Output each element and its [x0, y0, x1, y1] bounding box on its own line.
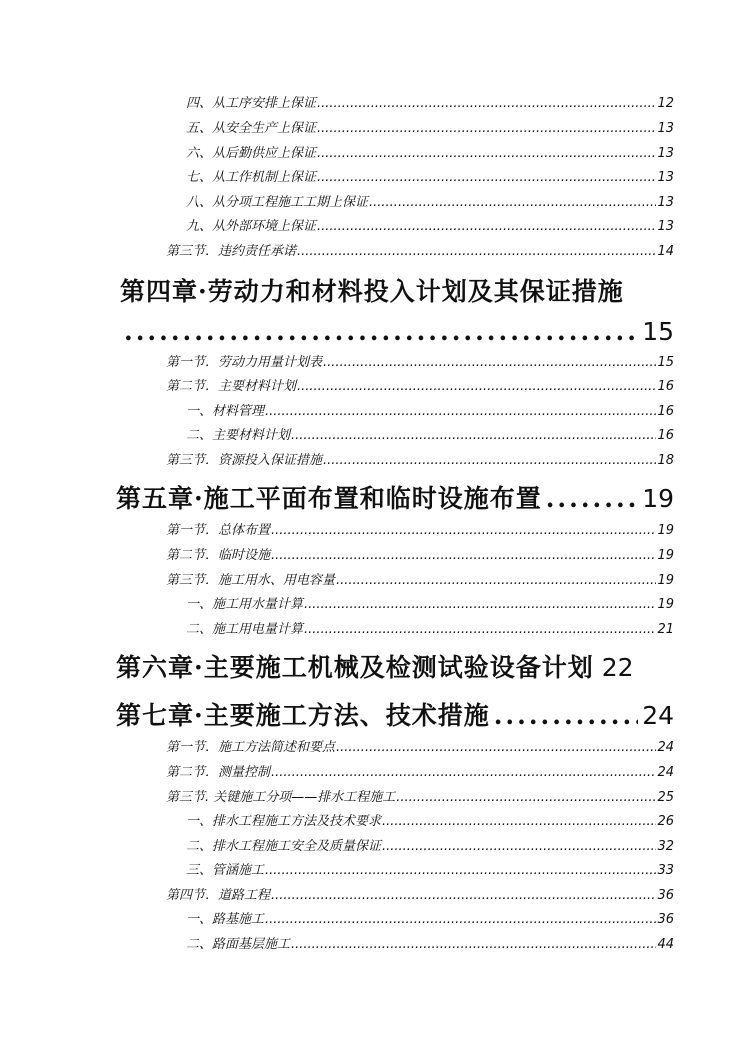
- toc-entry-page: 44: [657, 937, 674, 952]
- chapter-title: 第六章·主要施工机械及检测试验设备计划: [116, 653, 594, 682]
- toc-entry-page: 16: [657, 428, 674, 443]
- toc-chapter-heading[interactable]: [116, 482, 674, 516]
- toc-entry[interactable]: [166, 378, 674, 396]
- toc-chapter-heading[interactable]: [116, 699, 674, 733]
- toc-entry-page: 19: [657, 523, 674, 538]
- toc-entry-page: 36: [657, 912, 674, 927]
- toc-entry-label: 第四节．道路工程: [166, 888, 271, 903]
- toc-entry[interactable]: [166, 522, 674, 540]
- toc-entry-label: 二、排水工程施工安全及质量保证: [186, 839, 382, 854]
- toc-entry-page: 24: [657, 740, 674, 755]
- toc-entry-page: 21: [657, 622, 674, 637]
- toc-entry-label: 第三节．资源投入保证措施: [166, 453, 323, 468]
- toc-entry-page: 19: [657, 573, 674, 588]
- toc-entry[interactable]: [186, 621, 674, 639]
- toc-entry-page: 18: [657, 453, 674, 468]
- toc-entry[interactable]: [186, 596, 674, 614]
- toc-leader: [494, 699, 638, 733]
- toc-entry-page: 19: [657, 548, 674, 563]
- toc-entry[interactable]: [186, 145, 674, 163]
- toc-leader: [297, 243, 656, 261]
- toc-entry[interactable]: [166, 764, 674, 782]
- toc-entry-page: 13: [657, 195, 674, 210]
- toc-entry[interactable]: [186, 911, 674, 929]
- toc-leader: [304, 621, 656, 639]
- toc-entry-page: 16: [657, 404, 674, 419]
- toc-entry[interactable]: [166, 452, 674, 470]
- toc-leader: [271, 764, 656, 782]
- toc-entry-page: 26: [657, 814, 674, 829]
- toc-entry-label: 六、从后勤供应上保证: [186, 146, 317, 161]
- toc-entry[interactable]: [166, 572, 674, 590]
- toc-entry-label: 一、施工用水量计算: [186, 597, 304, 612]
- toc-entry[interactable]: [186, 862, 674, 880]
- toc-entry-label: 一、排水工程施工方法及技术要求: [186, 814, 382, 829]
- toc-entry[interactable]: [186, 194, 674, 212]
- toc-entry-label: 二、主要材料计划: [186, 428, 291, 443]
- toc-entry-label: 二、施工用电量计算: [186, 622, 304, 637]
- toc-entry-label: 八、从分项工程施工工期上保证: [186, 195, 369, 210]
- toc-entry[interactable]: [166, 887, 674, 905]
- toc-entry-label: 第三节．违约责任承诺: [166, 244, 297, 259]
- toc-entry[interactable]: [186, 838, 674, 856]
- toc-entry[interactable]: [166, 789, 674, 807]
- toc-entry-page: 16: [657, 379, 674, 394]
- toc-leader: [336, 572, 656, 590]
- toc-entry-page: 15: [657, 355, 674, 370]
- toc-entry-label: 一、路基施工: [186, 912, 265, 927]
- toc-entry-page: 25: [657, 790, 674, 805]
- toc-entry-page: 19: [657, 597, 674, 612]
- toc-leader: [317, 169, 656, 187]
- toc-leader: [297, 378, 656, 396]
- chapter-page: 24: [642, 701, 674, 730]
- toc-entry-label: 第三节．施工用水、用电容量: [166, 573, 336, 588]
- toc-leader: [271, 522, 656, 540]
- toc-leader: [124, 315, 638, 349]
- toc-leader: [382, 838, 656, 856]
- chapter-page: 15: [642, 317, 674, 346]
- toc-entry-label: 第一节．施工方法简述和要点: [166, 740, 336, 755]
- toc-entry[interactable]: [186, 95, 674, 113]
- toc-leader: [265, 403, 656, 421]
- toc-leader: [304, 596, 656, 614]
- toc-leader: [317, 218, 656, 236]
- toc-entry-page: 12: [657, 96, 674, 111]
- toc-entry-page: 36: [657, 888, 674, 903]
- toc-leader: [291, 936, 656, 954]
- toc-entry-label: 第二节．临时设施: [166, 548, 271, 563]
- toc-entry[interactable]: [186, 427, 674, 445]
- toc-leader: [291, 427, 656, 445]
- toc-entry-label: 四、从工序安排上保证: [186, 96, 317, 111]
- toc-leader: [271, 887, 656, 905]
- toc-entry-label: 一、材料管理: [186, 404, 265, 419]
- toc-leader: [336, 739, 656, 757]
- toc-entry-page: 24: [657, 765, 674, 780]
- toc-entry-label: 第一节．总体布置: [166, 523, 271, 538]
- toc-entry-page: 32: [657, 839, 674, 854]
- toc-entry-page: 13: [657, 121, 674, 136]
- toc-entry-page: 33: [657, 863, 674, 878]
- toc-leader: [323, 354, 656, 372]
- toc-entry-page: 13: [657, 219, 674, 234]
- toc-entry[interactable]: [166, 547, 674, 565]
- toc-entry[interactable]: [186, 936, 674, 954]
- toc-leader: [546, 482, 638, 516]
- toc-entry[interactable]: [186, 218, 674, 236]
- toc-chapter-leader-line[interactable]: [120, 315, 674, 349]
- toc-leader: [271, 547, 656, 565]
- toc-entry[interactable]: [186, 169, 674, 187]
- toc-entry-label: 七、从工作机制上保证: [186, 170, 317, 185]
- toc-entry[interactable]: [166, 354, 674, 372]
- chapter-page: 22: [601, 653, 634, 682]
- toc-entry-label: 第一节．劳动力用量计划表: [166, 355, 323, 370]
- toc-entry-label: 第三节. 关键施工分项——排水工程施工: [166, 790, 396, 805]
- chapter-title: 第五章·施工平面布置和临时设施布置: [116, 484, 542, 513]
- toc-entry-label: 第二节．测量控制: [166, 765, 271, 780]
- toc-leader: [382, 813, 656, 831]
- toc-leader: [323, 452, 656, 470]
- toc-entry-page: 14: [657, 244, 674, 259]
- toc-leader: [369, 194, 656, 212]
- toc-entry[interactable]: [186, 403, 674, 421]
- toc-entry-page: 13: [657, 146, 674, 161]
- chapter-title: 第七章·主要施工方法、技术措施: [116, 701, 490, 730]
- toc-leader: [317, 120, 656, 138]
- toc-leader: [317, 145, 656, 163]
- toc-leader: [265, 911, 656, 929]
- toc-entry-label: 第二节．主要材料计划: [166, 379, 297, 394]
- toc-entry-page: 13: [657, 170, 674, 185]
- chapter-page: 19: [642, 484, 674, 513]
- toc-entry-label: 九、从外部环境上保证: [186, 219, 317, 234]
- toc-entry-label: 三、管涵施工: [186, 863, 265, 878]
- chapter-title: 第四章·劳动力和材料投入计划及其保证措施: [120, 277, 624, 306]
- toc-entry[interactable]: [166, 243, 674, 261]
- toc-chapter-heading[interactable]: [116, 651, 674, 685]
- toc-leader: [265, 862, 656, 880]
- toc-entry[interactable]: [186, 120, 674, 138]
- toc-leader: [317, 95, 656, 113]
- toc-leader: [396, 789, 656, 807]
- toc-entry-label: 二、路面基层施工: [186, 937, 291, 952]
- toc-entry-label: 五、从安全生产上保证: [186, 121, 317, 136]
- toc-chapter-heading[interactable]: [120, 275, 674, 309]
- toc-entry[interactable]: [166, 739, 674, 757]
- toc-entry[interactable]: [186, 813, 674, 831]
